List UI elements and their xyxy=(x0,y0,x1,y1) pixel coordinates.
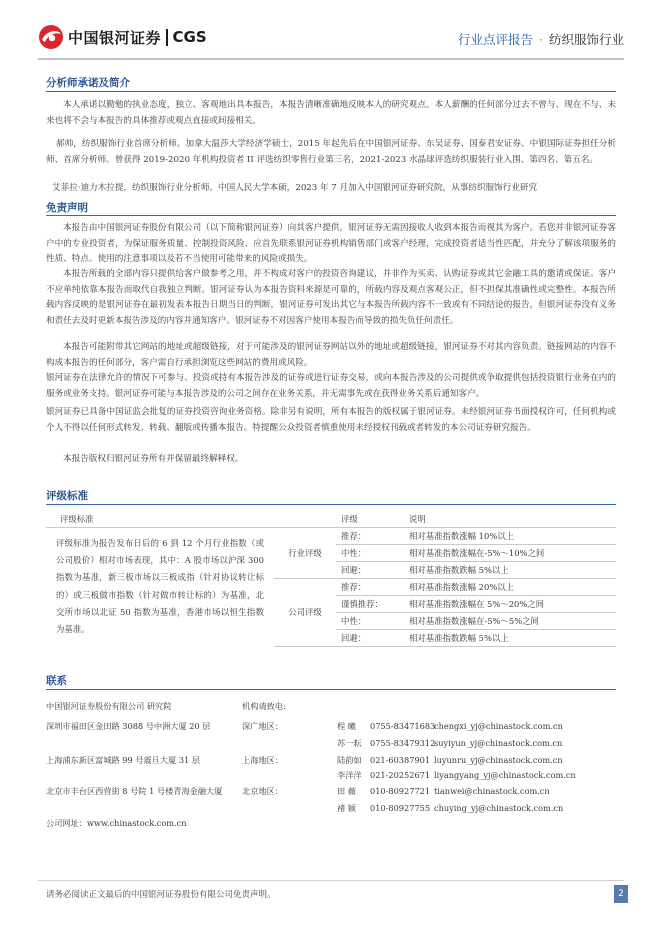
contact-email[interactable]: tianwei@chinastock.com.cn xyxy=(434,786,550,796)
contact-email[interactable]: luyunru_yj@chinastock.com.cn xyxy=(434,755,563,765)
header-separator: · xyxy=(539,32,543,47)
contact-phone: 021-20252671 xyxy=(370,770,431,780)
footer-disclaimer-note: 请务必阅读正文最后的中国银河证券股份有限公司免责声明。 xyxy=(46,890,276,900)
contact-name: 褚 颖 xyxy=(337,803,356,813)
disclaimer-paragraph-4: 银河证券在法律允许的情况下可参与、投资或持有本报告涉及的证券或进行证券交易，或向本报告涉及的公司提供或争取提供包括投资银行业务在内的服务或业务支持。银河证券可能与本报告涉及的公司之间存在业务关系，并无需事先或在获得业务关系后通知客户。 xyxy=(46,373,616,399)
contact-section-title: 联系 xyxy=(46,675,67,687)
rating-col-note: 说明 xyxy=(404,511,616,527)
analyst-commitment: 本人承诺以勤勉的执业态度，独立、客观地出具本报告，本报告清晰准确地反映本人的研究观点。本人薪酬的任何部分过去不曾与、现在不与、未来也将不会与本报告的具体推荐或观点直接或间接相关。 xyxy=(46,100,616,126)
company-rating-label: 公司评级 xyxy=(274,578,336,646)
rating-note: 相对基准指数跌幅 5%以上 xyxy=(404,561,616,578)
industry-name: 纺织服饰行业 xyxy=(548,32,624,47)
disclaimer-paragraph-2: 本报告所载的全部内容只提供给客户做参考之用，并不构成对客户的投资咨询建议，并非作为买卖、认购证券或其它金融工具的邀请或保证。客户不应单纯依靠本报告而取代自我独立判断。银河证券认为本报告资料来源是可靠的，所载内容及观点客观公正，但不担保其准确性或完整性。本报告所载内容反映的是银河证券在最初发表本报告日期当日的判断，银河证券可发出其它与本报告所载内容不一致或有不同结论的报告，但银河证券没有义务和责任去及时更新本报告涉及的内容并通知客户。银河证券不对因客户使用本报告而导致的损失负任何责任。 xyxy=(46,269,616,326)
rating-level: 推荐： xyxy=(336,578,404,595)
rating-note: 相对基准指数涨幅 20%以上 xyxy=(404,578,616,595)
office-address-shanghai: 上海浦东新区富城路 99 号震旦大厦 31 层 xyxy=(46,755,201,765)
page-header xyxy=(0,0,662,70)
report-category xyxy=(458,30,624,48)
rating-note: 相对基准指数涨幅在-5%～5%之间 xyxy=(404,612,616,629)
region-shenzhen: 深广地区： xyxy=(242,721,283,731)
contact-phone: 021-60387901 xyxy=(370,755,431,765)
rating-table xyxy=(46,511,616,647)
disclaimer-paragraph-1: 本报告由中国银河证券股份有限公司（以下简称银河证券）向其客户提供。银河证券无需因接收人收到本报告而视其为客户。若您并非银河证券客户中的专业投资者，为保证服务质量、控制投资风险、应首先联系银河证券机构销售部门或客户经理，完成投资者适当性匹配，并充分了解该项服务的性质、特点、使用的注意事项以及若不当使用可能带来的风险或损失。 xyxy=(46,223,616,264)
company-research-name: 中国银河证券股份有限公司 研究院 xyxy=(46,701,172,711)
rating-col-standard: 评级标准 xyxy=(46,511,274,527)
disclaimer-paragraph-6: 本报告版权归银河证券所有并保留最终解释权。 xyxy=(63,454,244,464)
rating-note: 相对基准指数涨幅在-5%～10%之间 xyxy=(404,544,616,561)
rating-level: 推荐： xyxy=(336,527,404,544)
disclaimer-paragraph-5: 银河证券已具备中国证监会批复的证券投资咨询业务资格。除非另有说明，所有本报告的版权属于银河证券。未经银河证券书面授权许可，任何机构或个人不得以任何形式转发、转载、翻版或传播本报告。特提醒公众投资者慎重使用未经授权刊载或者转发的本公司证券研究报告。 xyxy=(46,407,616,433)
rating-note: 相对基准指数涨幅在 5%～20%之间 xyxy=(404,595,616,612)
company-logo xyxy=(38,22,207,52)
region-shanghai: 上海地区： xyxy=(242,755,283,765)
contact-name: 田 薇 xyxy=(337,786,356,796)
company-website[interactable]: 公司网址：www.chinastock.com.cn xyxy=(46,818,187,828)
analyst-bio-aifeila: 艾菲拉·迪力木拉提，纺织服饰行业分析师。中国人民大学本硕，2023 年 7 月加入中国银河证券研究院，从事纺织服饰行业研究 xyxy=(52,183,538,193)
analyst-section-title: 分析师承诺及简介 xyxy=(46,77,130,89)
rating-section-title: 评级标准 xyxy=(46,490,88,502)
table-row xyxy=(46,527,616,544)
industry-rating-label: 行业评级 xyxy=(274,527,336,578)
disclaimer-section-divider xyxy=(46,215,616,216)
contact-email[interactable]: chuying_yj@chinastock.com.cn xyxy=(434,803,564,813)
analyst-bio-haoshuai: 郝帅，纺织服饰行业首席分析师。加拿大温莎大学经济学硕士，2015 年起先后在中国银河证券、东吴证券、国泰君安证券、中银国际证券担任分析师、首席分析师。曾获得 2019-2020 年机构投资者 II 评选纺织零售行业第三名，2021-2023 水晶球评选纺织服装行业入围、第四名、第五名。 xyxy=(46,139,616,165)
region-beijing: 北京地区： xyxy=(242,786,283,796)
contact-name: 李洋洋 xyxy=(337,770,362,780)
logo-chinese-name: 中国银河证券 xyxy=(68,28,162,47)
rating-note: 相对基准指数跌幅 5%以上 xyxy=(404,629,616,646)
rating-table-header xyxy=(46,511,616,527)
rating-description: 评级标准为报告发布日后的 6 到 12 个月行业指数（或公司股价）相对市场表现，其中：A 股市场以沪深 300 指数为基准，新三板市场以三板成指（针对协议转让标的）或三板做市指数（针对做市转让标的）为基准，北交所市场以北证 50 指数为基准，香港市场以恒生指数为基准。 xyxy=(56,537,264,635)
contact-email[interactable]: suyiyun_yj@chinastock.com.cn xyxy=(434,738,563,748)
disclaimer-section-title: 免责声明 xyxy=(46,202,88,214)
page-number: 2 xyxy=(614,885,628,903)
rating-note: 相对基准指数涨幅 10%以上 xyxy=(404,527,616,544)
sales-contact-label: 机构请致电: xyxy=(242,701,286,711)
contact-phone: 0755-83479312 xyxy=(370,738,436,748)
contact-name: 陆韵如 xyxy=(337,755,362,765)
contact-phone: 010-80927721 xyxy=(370,786,431,796)
contact-phone: 0755-83471683 xyxy=(370,721,436,731)
contact-name: 程 曦 xyxy=(337,721,356,731)
logo-divider xyxy=(166,29,168,46)
office-address-shenzhen: 深圳市福田区金田路 3088 号中洲大厦 20 层 xyxy=(46,721,211,731)
rating-level: 回避： xyxy=(336,629,404,646)
disclaimer-paragraph-3: 本报告可能附带其它网站的地址或超级链接，对于可能涉及的银河证券网站以外的地址或超级链接，银河证券不对其内容负责。链接网站的内容不构成本报告的任何部分，客户需自行承担浏览这些网站的费用或风险。 xyxy=(46,342,616,368)
rating-col-blank xyxy=(274,511,336,527)
rating-level: 中性： xyxy=(336,612,404,629)
rating-col-level: 评级 xyxy=(336,511,404,527)
logo-english-name: CGS xyxy=(172,28,207,46)
galaxy-logo-icon xyxy=(38,24,64,50)
footer-divider xyxy=(38,880,624,881)
rating-level: 中性： xyxy=(336,544,404,561)
header-divider xyxy=(38,58,624,60)
contact-section-divider xyxy=(46,689,616,690)
contact-phone: 010-80927755 xyxy=(370,803,431,813)
contact-name: 苏一耘 xyxy=(337,738,362,748)
rating-level: 谨慎推荐： xyxy=(336,595,404,612)
rating-section-divider xyxy=(46,504,616,505)
report-type: 行业点评报告 xyxy=(457,32,533,47)
contact-email[interactable]: liyangyang_yj@chinastock.com.cn xyxy=(434,770,576,780)
rating-level: 回避： xyxy=(336,561,404,578)
contact-email[interactable]: chengxi_yj@chinastock.com.cn xyxy=(434,721,563,731)
analyst-section-divider xyxy=(46,91,616,92)
office-address-beijing: 北京市丰台区西营街 8 号院 1 号楼青海金融大厦 xyxy=(46,786,223,796)
